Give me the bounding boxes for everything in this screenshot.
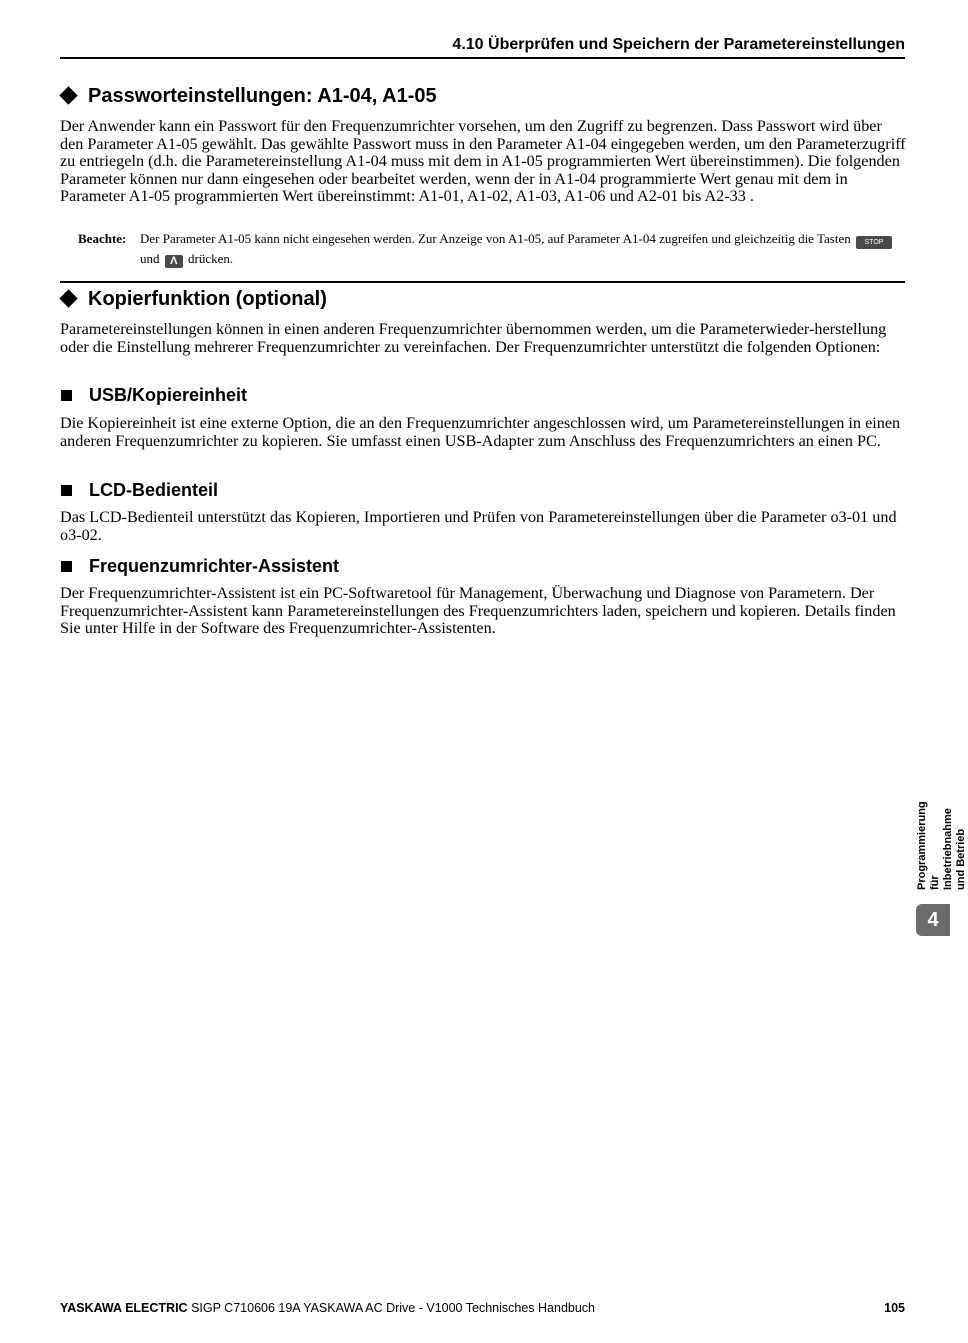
side-tab-text: Programmierung für Inbetriebnahme und Betrieb <box>916 801 967 890</box>
section-heading-copy <box>60 287 905 311</box>
up-arrow-key-icon: Λ <box>165 255 183 268</box>
subsection-heading-usb <box>60 384 905 406</box>
square-bullet-icon <box>61 485 72 496</box>
paragraph-usb: Die Kopiereinheit ist eine externe Option, die an den Frequenzumrichter angeschlossen wird, um Parametereinstellungen in einen anderen Frequenzumrichter zu kopieren. Sie umfasst einen USB-Adapter zum Anschluss des Frequenzumrichters an einen PC. <box>60 414 901 450</box>
footer-doc: SIGP C710606 19A YASKAWA AC Drive - V1000 Technisches Handbuch <box>191 1301 596 1315</box>
note-text-end: drücken. <box>188 251 234 266</box>
section-title-password: Passworteinstellungen: A1-04, A1-05 <box>88 85 437 107</box>
subsection-title-assistant: Frequenzumrichter-Assistent <box>89 556 340 576</box>
section-title-copy: Kopierfunktion (optional) <box>88 288 327 310</box>
note-label: Beachte: <box>78 231 127 246</box>
paragraph-password: Der Anwender kann ein Passwort für den Frequenzumrichter vorsehen, um den Zugriff zu begrenzen. Dass Passwort wird über den Parameter A1-05 gewählt. Das gewählte Passwort muss in den Parameter A1-04 eingegeben werden, um den Parameterzugriff zu entriegeln (d.h. die Parametereinstellung A1-04 muss mit dem in A1-05 programmierten Wert übereinstimmen). Die folgenden Parameter können nur dann eingesehen oder bearbeitet werden, wenn der in A1-04 programmierte Wert genau mit dem in Parameter A1-05 programmierten Wert übereinstimmt: A1-01, A1-02, A1-03, A1-06 und A2-01 bis A2-33 . <box>60 117 906 205</box>
header-rule <box>60 57 905 59</box>
footer-left <box>60 1300 595 1316</box>
subsection-heading-assistant <box>60 555 905 577</box>
section-heading-password <box>60 84 905 108</box>
section-rule-copy <box>60 281 905 283</box>
paragraph-lcd: Das LCD-Bedienteil unterstützt das Kopieren, Importieren und Prüfen von Parametereinstellungen über die Parameter o3-01 und o3-02. <box>60 508 897 544</box>
paragraph-assistant: Der Frequenzumrichter-Assistent ist ein PC-Softwaretool für Management, Überwachung und Diagnose von Parametern. Der Frequenzumrichter-Assistent kann Parametereinstellungen des Frequenzumrichters laden, speichern und kopieren. Details finden Sie unter Hilfe in der Software des Frequenzumrichter-Assistenten. <box>60 584 896 637</box>
note-and: und <box>140 251 160 266</box>
subsection-heading-lcd <box>60 479 905 501</box>
note-text: Der Parameter A1-05 kann nicht eingesehen werden. Zur Anzeige von A1-05, auf Parameter A1-04 zugreifen und gleichzeitig die Tasten <box>140 231 851 246</box>
note-body <box>140 229 906 268</box>
footer-brand: YASKAWA ELECTRIC <box>60 1301 188 1315</box>
running-header: 4.10 Überprüfen und Speichern der Parametereinstellungen <box>452 36 905 53</box>
stop-key-icon: STOP <box>856 236 892 249</box>
chapter-tab-number: 4 <box>916 904 950 936</box>
square-bullet-icon <box>61 390 72 401</box>
side-tab-label <box>916 800 967 890</box>
page-number: 105 <box>884 1301 905 1315</box>
diamond-bullet-icon <box>59 87 77 105</box>
square-bullet-icon <box>61 561 72 572</box>
subsection-title-usb: USB/Kopiereinheit <box>89 385 248 405</box>
diamond-bullet-icon <box>59 290 77 308</box>
subsection-title-lcd: LCD-Bedienteil <box>89 480 219 500</box>
paragraph-copy: Parametereinstellungen können in einen anderen Frequenzumrichter übernommen werden, um die Parameterwieder-herstellung oder die Einstellung mehrerer Frequenzumrichter zu vereinfachen. Der Frequenzumrichter unterstützt die folgenden Optionen: <box>60 320 887 356</box>
